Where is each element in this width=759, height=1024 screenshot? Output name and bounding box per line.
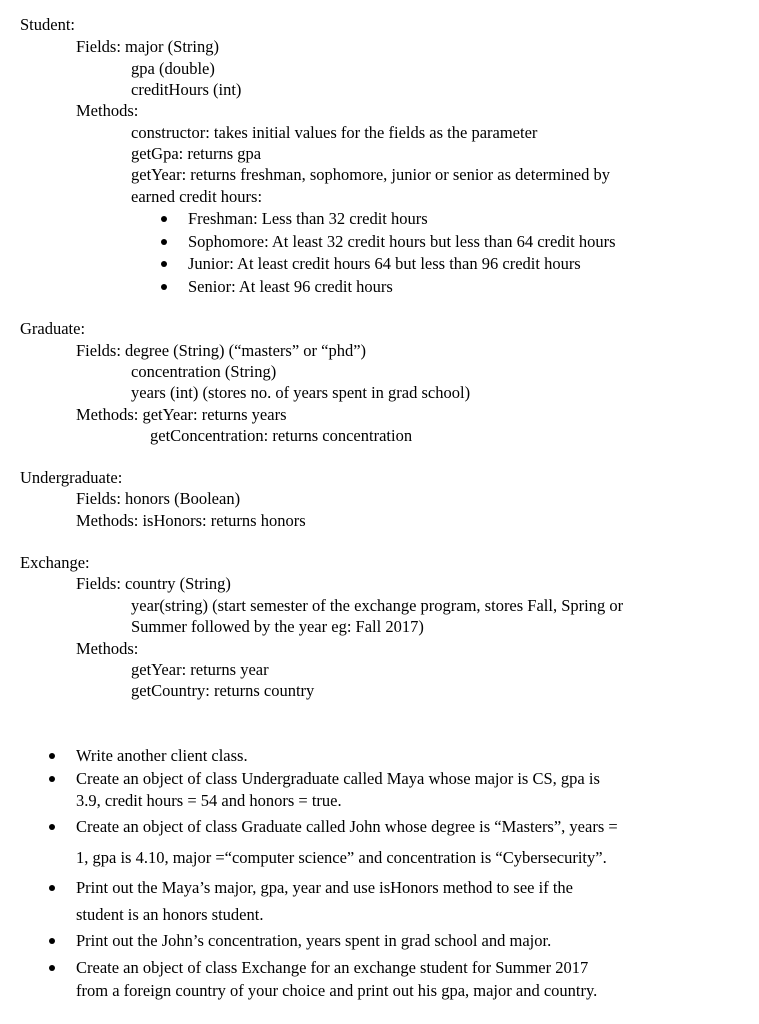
graduate-heading: Graduate:	[20, 319, 86, 338]
exchange-fields-label: Fields: country (String)	[76, 574, 231, 593]
undergraduate-methods-label: Methods: isHonors: returns honors	[76, 511, 306, 530]
exchange-heading: Exchange:	[20, 553, 90, 572]
exchange-field-year: year(string) (start semester of the exchange program, stores Fall, Spring or	[131, 596, 624, 615]
student-methods-label: Methods:	[76, 101, 139, 120]
exchange-field-year-cont: Summer followed by the year eg: Fall 2017)	[131, 617, 424, 636]
task-item-cont: student is an honors student.	[76, 905, 264, 924]
graduate-field-years: years (int) (stores no. of years spent in grad school)	[131, 383, 471, 402]
graduate-fields-label: Fields: degree (String) (“masters” or “phd”)	[76, 341, 367, 360]
student-field-gpa: gpa (double)	[131, 59, 215, 78]
graduate-field-concentration: concentration (String)	[131, 362, 277, 381]
student-field-credit-hours: creditHours (int)	[131, 80, 242, 99]
task-item: Print out the John’s concentration, years spent in grad school and major.	[76, 931, 552, 950]
graduate-methods-label: Methods: getYear: returns years	[76, 405, 287, 424]
year-rule-sophomore: Sophomore: At least 32 credit hours but less than 64 credit hours	[188, 232, 616, 251]
student-get-year: getYear: returns freshman, sophomore, junior or senior as determined by	[131, 165, 610, 184]
student-get-year-cont: earned credit hours:	[131, 187, 263, 206]
task-item: Create an object of class Exchange for an exchange student for Summer 2017	[76, 958, 589, 977]
student-constructor: constructor: takes initial values for the fields as the parameter	[131, 123, 538, 142]
exchange-get-country: getCountry: returns country	[131, 681, 315, 700]
year-rule-senior: Senior: At least 96 credit hours	[188, 277, 393, 296]
student-fields-label: Fields: major (String)	[76, 37, 219, 56]
undergraduate-heading: Undergraduate:	[20, 468, 123, 487]
year-rule-freshman: Freshman: Less than 32 credit hours	[188, 209, 428, 228]
task-item: Create an object of class Undergraduate called Maya whose major is CS, gpa is	[76, 769, 600, 788]
task-item-cont: 1, gpa is 4.10, major =“computer science” and concentration is “Cybersecurity”.	[76, 848, 607, 867]
task-item: Create an object of class Graduate called John whose degree is “Masters”, years =	[76, 817, 618, 836]
task-item-cont: 3.9, credit hours = 54 and honors = true.	[76, 791, 342, 810]
undergraduate-fields-label: Fields: honors (Boolean)	[76, 489, 241, 508]
task-item: Print out the Maya’s major, gpa, year and use isHonors method to see if the	[76, 878, 573, 897]
student-heading: Student:	[20, 15, 76, 34]
exchange-methods-label: Methods:	[76, 639, 139, 658]
task-item-cont: from a foreign country of your choice and print out his gpa, major and country.	[76, 981, 598, 1000]
graduate-get-concentration: getConcentration: returns concentration	[150, 426, 413, 445]
task-item: Write another client class.	[76, 746, 248, 765]
exchange-get-year: getYear: returns year	[131, 660, 269, 679]
student-get-gpa: getGpa: returns gpa	[131, 144, 262, 163]
year-rule-junior: Junior: At least credit hours 64 but less than 96 credit hours	[188, 254, 581, 273]
